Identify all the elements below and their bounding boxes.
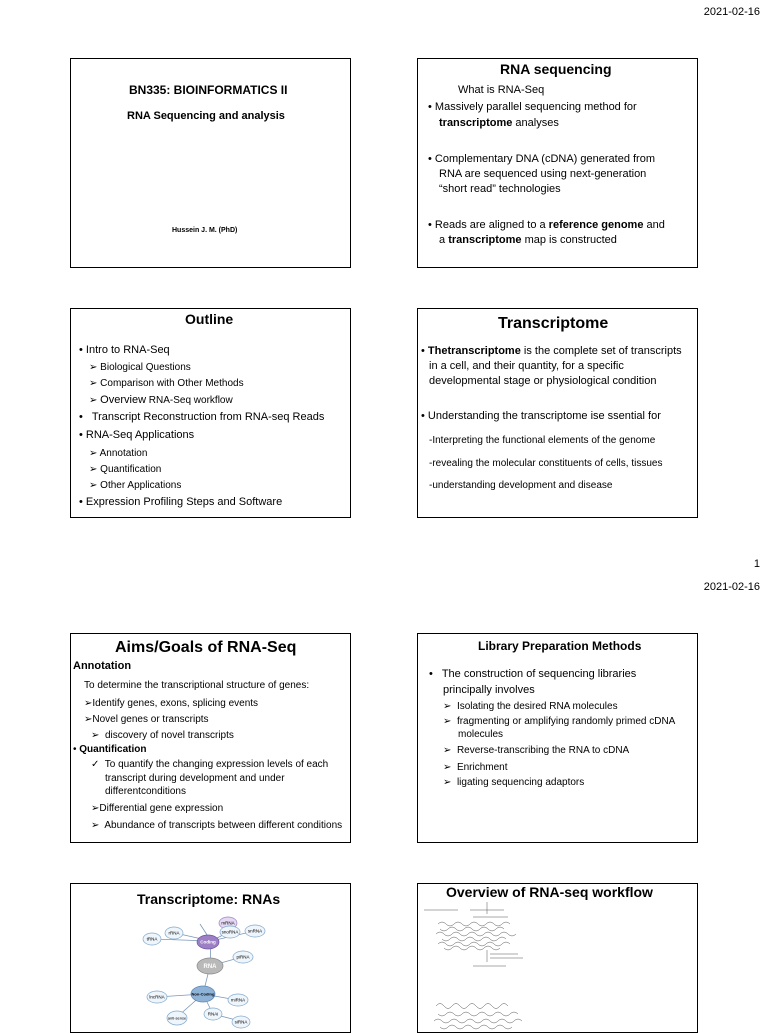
quantification-heading: • Quantification — [73, 744, 147, 755]
node-coding-label: Coding — [200, 939, 216, 945]
slide-transcriptome — [417, 308, 698, 518]
node-lncrna-label: lncRNA — [149, 994, 165, 1000]
lib-line-1: • The construction of sequencing libraries — [429, 668, 637, 680]
dash-item-1: -Interpreting the functional elements of the genome — [429, 435, 656, 446]
course-subtitle: RNA Sequencing and analysis — [127, 110, 285, 122]
outline-sub-1b: ➢ Comparison with Other Methods — [89, 378, 244, 389]
workflow-illustration — [418, 884, 698, 1033]
slide-library-prep — [417, 633, 698, 843]
definition-line-3: developmental stage or physiological condition — [429, 375, 657, 387]
dash-item-3: -understanding development and disease — [429, 480, 613, 491]
dash-item-2: -revealing the molecular constituents of cells, tissues — [429, 458, 663, 469]
question-text: What is RNA-Seq — [458, 84, 545, 96]
aims-line-2: ➢Identify genes, exons, splicing events — [84, 698, 259, 709]
aims-line-3: ➢Novel genes or transcripts — [84, 714, 209, 725]
essential-line: • Understanding the transcriptome ise ssential for — [421, 410, 661, 422]
outline-sub-3a: ➢ Annotation — [89, 448, 148, 459]
outline-item-2: • Transcript Reconstruction from RNA-seq Reads — [79, 411, 325, 423]
aims-line-8: ➢Differential gene expression — [91, 803, 224, 814]
page2-date: 2021-02-16 — [703, 581, 760, 593]
lib-step-1: ➢ Isolating the desired RNA molecules — [443, 701, 618, 712]
bullet-3: • Reads are aligned to a reference genome and — [428, 219, 665, 231]
definition-line-2: in a cell, and their quantity, for a specific — [429, 360, 624, 372]
lib-line-2: principally involves — [443, 684, 535, 696]
node-antisense-label: anti-sense — [167, 1015, 187, 1021]
annotation-heading: Annotation — [73, 660, 132, 672]
author-name: Hussein J. M. (PhD) — [172, 227, 238, 234]
outline-item-1: • Intro to RNA-Seq — [79, 344, 170, 356]
aims-line-9: ➢ Abundance of transcripts between different conditions — [91, 820, 343, 831]
bullet-3-cont: a transcriptome map is constructed — [439, 234, 617, 246]
outline-sub-3b: ➢ Quantification — [89, 464, 162, 475]
course-title: BN335: BIOINFORMATICS II — [129, 83, 288, 97]
aims-line-6: transcript during development and under — [105, 773, 285, 784]
slide-transcriptome-rnas — [70, 883, 351, 1033]
slide-title: Transcriptome — [498, 315, 609, 332]
slide-title-card — [70, 58, 351, 268]
outline-sub-1c: ➢ Overview RNA-Seq workflow — [89, 394, 233, 406]
outline-item-3: • RNA-Seq Applications — [79, 429, 195, 441]
bullet-1-cont: transcriptome analyses — [439, 117, 559, 129]
aims-line-7: differentconditions — [105, 786, 186, 797]
node-pirna-label: piRNA — [236, 954, 250, 960]
outline-sub-3c: ➢ Other Applications — [89, 480, 182, 491]
definition-line-1: • Thetranscriptome is the complete set of transcripts — [421, 345, 682, 357]
lib-step-2-cont: molecules — [458, 729, 504, 740]
page1-date: 2021-02-16 — [703, 6, 760, 18]
slide-title: Overview of RNA-seq workflow — [446, 884, 653, 900]
page-number: 1 — [753, 558, 760, 570]
node-rna-label: RNA — [203, 964, 217, 970]
bullet-2: • Complementary DNA (cDNA) generated from — [428, 153, 655, 165]
node-snorna-label: snoRNA — [221, 929, 239, 935]
slide-title: RNA sequencing — [500, 61, 612, 77]
node-sirna-label: siRNA — [234, 1019, 248, 1025]
lib-step-2: ➢ fragmenting or amplifying randomly primed cDNA — [443, 716, 676, 727]
node-mrna-label: mRNA — [221, 920, 235, 926]
bullet-2-cont2: “short read” technologies — [439, 183, 561, 195]
slide-title: Aims/Goals of RNA-Seq — [115, 639, 297, 656]
slide-workflow-overview — [417, 883, 698, 1033]
node-snrna-label: snRNA — [247, 928, 263, 934]
aims-line-1: To determine the transcriptional structure of genes: — [84, 680, 310, 691]
outline-sub-1a: ➢ Biological Questions — [89, 362, 191, 373]
slide-outline — [70, 308, 351, 518]
bullet-1: • Massively parallel sequencing method for — [428, 101, 637, 113]
slide-rna-sequencing — [417, 58, 698, 268]
outline-item-4: • Expression Profiling Steps and Software — [79, 496, 283, 508]
node-noncoding-label: Non-Coding — [191, 991, 215, 997]
slide-title: Transcriptome: RNAs — [137, 891, 281, 907]
node-mirna-label: miRNA — [230, 997, 246, 1003]
slide-title: Library Preparation Methods — [478, 639, 642, 653]
bullet-2-cont: RNA are sequenced using next-generation — [439, 168, 647, 180]
lib-step-4: ➢ Enrichment — [443, 762, 508, 773]
node-rnai-label: RNAi — [207, 1011, 219, 1017]
rna-network-diagram — [71, 884, 351, 1033]
node-trna-label: tRNA — [146, 936, 158, 942]
lib-step-3: ➢ Reverse-transcribing the RNA to cDNA — [443, 745, 630, 756]
node-rrna-label: rRNA — [168, 930, 180, 936]
lib-step-5: ➢ ligating sequencing adaptors — [443, 777, 585, 788]
aims-line-4: ➢ discovery of novel transcripts — [91, 730, 234, 741]
slide-title: Outline — [185, 311, 234, 327]
aims-line-5: ✓ To quantify the changing expression levels of each — [91, 759, 329, 770]
slide-aims-goals — [70, 633, 351, 843]
